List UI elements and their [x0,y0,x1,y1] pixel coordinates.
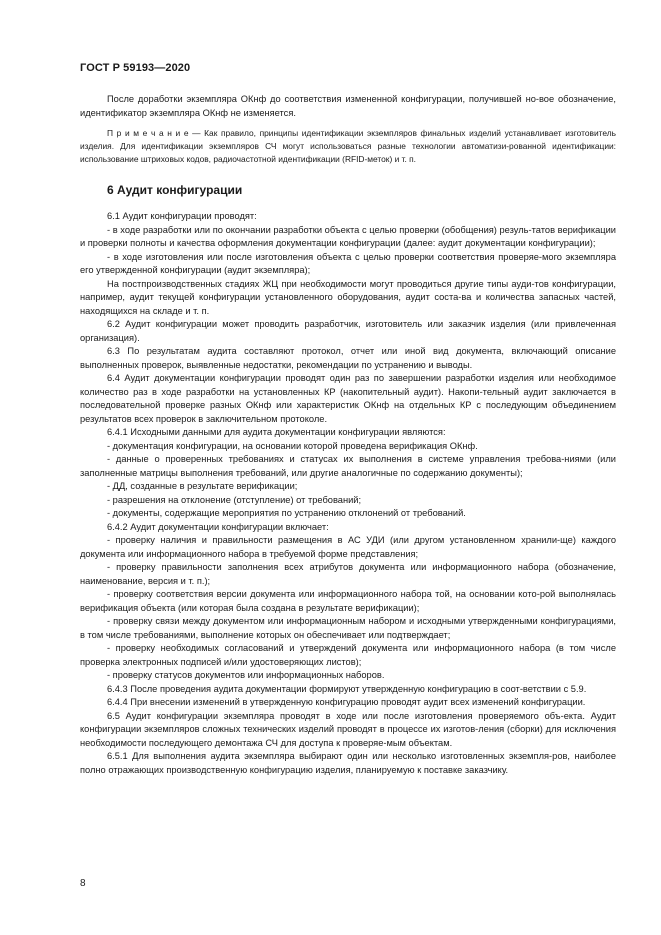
paragraph: 6.5 Аудит конфигурации экземпляра проводят в ходе или после изготовления проверяемого объ-екта. Аудит конфигурации экземпляров сложных технических изделий проводят в процессе их изготов-ления (сборки) для исключения необходимости последующего демонтажа СЧ для доступа к проверяе-мым объектам. [80,710,616,748]
paragraph: 6.4.4 При внесении изменений в утвержденную конфигурацию проводят аудит всех изменений конфигурации. [107,697,586,708]
document-body [80,93,616,777]
paragraph: - проверку наличия и правильности размещения в АС УДИ (или другом установленном хранили-ще) каждого документа или информационного набора в требуемой форме представления; [80,535,616,559]
paragraph: - проверку необходимых согласований и утверждений документа или информационного набора (в том числе проверка электронных подписей и/или удостоверяющих листов); [80,643,616,667]
paragraph: - документация конфигурации, на основании которой проведена верификация ОКнф. [107,440,478,451]
paragraph: 6.4.2 Аудит документации конфигурации включает: [107,521,329,532]
paragraph: 6.5.1 Для выполнения аудита экземпляра выбирают один или несколько изготовленных экземпля-ров, наиболее полно отражающих производственную конфигурацию изделия, планируемую к поставке заказчику. [80,751,616,775]
paragraph: 6.2 Аудит конфигурации может проводить разработчик, изготовитель или заказчик изделия (или привлеченная организация). [80,319,616,343]
section-heading: 6 Аудит конфигурации [107,183,243,198]
paragraph: - в ходе изготовления или после изготовления объекта с целью проверки соответствия проверяе-мого экземпляра его утвержденной конфигурации (аудит экземпляра); [80,251,616,276]
paragraph: 6.4.1 Исходными данными для аудита документации конфигурации являются: [107,427,446,438]
paragraph: - проверку связи между документом или информационным набором и исходными утвержденными конфигурациями, в том числе требованиями, выполнение которых он обеспечивает или подтверждает; [80,616,616,640]
paragraph: - проверку статусов документов или информационных наборов. [107,670,385,681]
paragraph: 6.1 Аудит конфигурации проводят: [107,211,257,222]
document-header: ГОСТ Р 59193—2020 [80,62,191,74]
note-paragraph: П р и м е ч а н и е — Как правило, принципы идентификации экземпляров финальных изделий устанавливает изготовитель изделия. Для идентификации экземпляров СЧ могут использоваться разные технологии автоматизи-рованной идентификации: использование штриховых кодов, радиочастотной идентификации (RFID-меток) и т. п. [80,128,616,164]
page-number: 8 [80,878,86,889]
paragraph: - проверку правильности заполнения всех атрибутов документа или информационного набора (обозначение, наименование, версия и т. п.); [80,562,616,586]
paragraph: - разрешения на отклонение (отступление) от требований; [107,494,362,505]
paragraph: - ДД, созданные в результате верификации; [107,481,298,492]
paragraph: 6.3 По результатам аудита составляют протокол, отчет или иной вид документа, включающий описание выполненных проверок, выявленные недостатки, рекомендации по устранению и выводы. [80,346,616,370]
paragraph: 6.4 Аудит документации конфигурации проводят один раз по завершении разработки изделия или необходимое количество раз в ходе разработки на установленных КР (накопительный аудит). Накопи-тельный аудит заключается в последовательной проверке разных ОКнф или характеристик ОКнф на отдельных КР с последующим объединением результатов всех проверок в заключительном протоколе. [80,373,616,424]
paragraph: - документы, содержащие мероприятия по устранению отклонений от требований. [107,508,466,519]
paragraph: - в ходе разработки или по окончании разработки объекта с целью проверки (обобщения) резуль-татов верификации и проверки полноты и качества оформления документации конфигурации (далее: аудит документации конфигурации); [80,224,616,249]
paragraph: После доработки экземпляра ОКнф до соответствия измененной конфигурации, получившей но-вое обозначение, идентификатор экземпляра ОКнф не изменяется. [80,94,616,118]
section-paragraphs [80,210,616,777]
paragraph: 6.4.3 После проведения аудита документации формируют утвержденную конфигурацию в соот-ветствии с 5.9. [107,683,587,694]
paragraph: - проверку соответствия версии документа или информационного набора той, на основании кото-рой выполнялась верификация объекта (или которая была создана в результате верификации); [80,589,616,613]
paragraph: - данные о проверенных требованиях и статусах их выполнения в системе управления требова-ниями (или заполненные матрицы выполнения требований, или другие аналогичные по содержанию документы); [80,454,616,478]
paragraph: На постпроизводственных стадиях ЖЦ при необходимости могут проводиться другие типы ауди-тов конфигурации, например, аудит текущей конфигурации установленного оборудования, аудит соста-ва и количества запасных частей, находящихся на складе и т. п. [80,278,616,316]
